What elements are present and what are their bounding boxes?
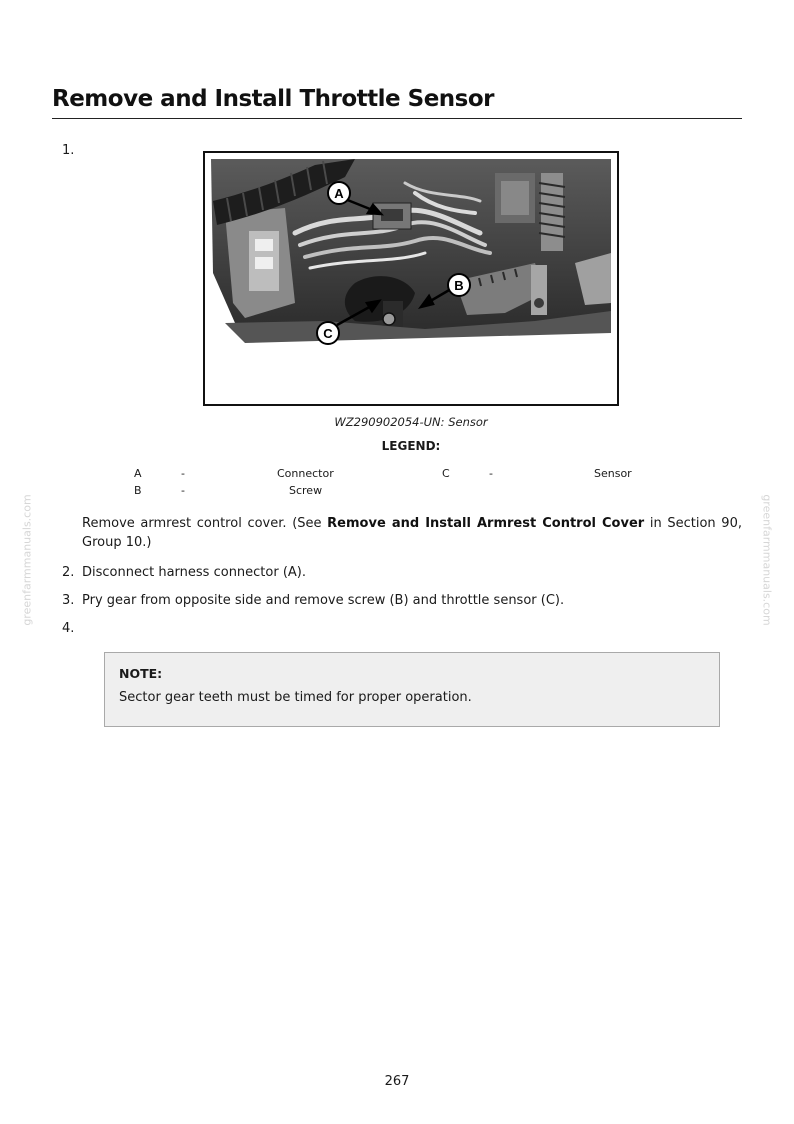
- note-title: NOTE:: [119, 666, 163, 681]
- callout-b: [448, 274, 470, 296]
- watermark-right: greenfarmmanuals.com: [760, 494, 774, 626]
- instruction-text-before: Remove armrest control cover. (See: [82, 516, 328, 531]
- step-1-number: 1.: [62, 143, 75, 158]
- legend-key-b: B: [134, 484, 142, 497]
- cross-reference-link[interactable]: Remove and Install Armrest Control Cover: [327, 516, 645, 531]
- page-number: 267: [384, 1074, 410, 1089]
- legend-label-c: Sensor: [594, 467, 632, 480]
- legend-dash-a: -: [181, 467, 185, 480]
- step-2-text: Disconnect harness connector (A).: [82, 565, 307, 580]
- step-3-text: Pry gear from opposite side and remove screw (B) and throttle sensor (C).: [82, 593, 565, 608]
- step-4-number: 4.: [62, 621, 75, 636]
- watermark-left: greenfarmmanuals.com: [20, 494, 34, 626]
- callout-b-label: B: [454, 278, 464, 293]
- legend-key-a: A: [134, 467, 142, 480]
- legend-key-c: C: [442, 467, 450, 480]
- instruction-text-after: in Section 90, Group 10.): [82, 516, 742, 550]
- sensor-photo: [203, 151, 619, 406]
- note-box: [104, 652, 720, 727]
- step-2-number: 2.: [62, 565, 75, 580]
- legend-label-b: Screw: [289, 484, 323, 497]
- page-title: Remove and Install Throttle Sensor: [52, 86, 742, 119]
- legend-title: LEGEND:: [381, 439, 441, 453]
- callout-a: [328, 182, 350, 204]
- legend-label-a: Connector: [277, 467, 334, 480]
- step-3-number: 3.: [62, 593, 75, 608]
- callout-c: [317, 322, 339, 344]
- callout-a-label: A: [334, 186, 344, 201]
- callout-c-label: C: [323, 326, 333, 341]
- legend-dash-c: -: [489, 467, 493, 480]
- legend-dash-b: -: [181, 484, 185, 497]
- note-text: Sector gear teeth must be timed for proper operation.: [119, 690, 472, 705]
- instruction-paragraph: [82, 514, 742, 552]
- figure-caption: WZ290902054-UN: Sensor: [334, 415, 488, 429]
